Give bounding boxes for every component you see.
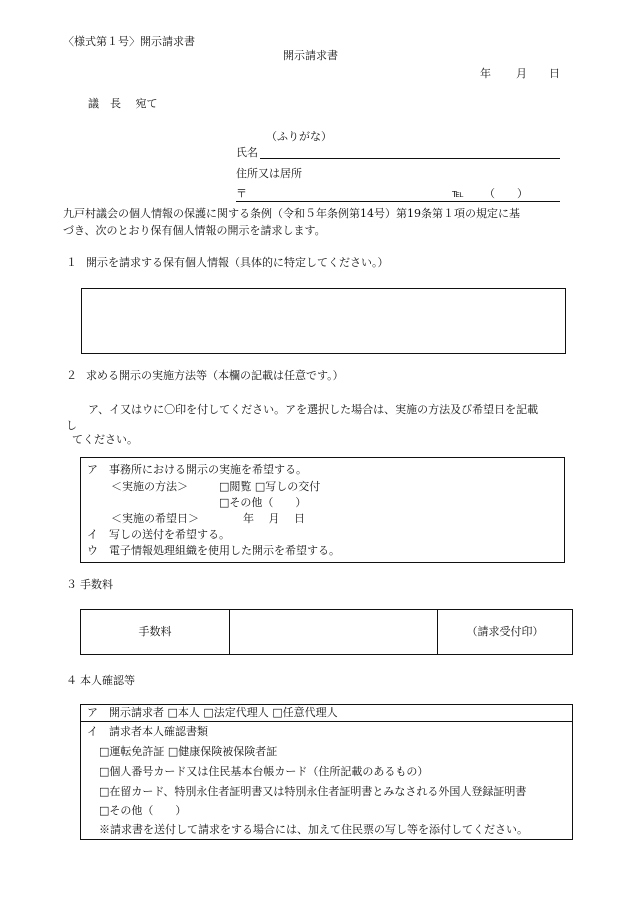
address-field-line[interactable] bbox=[236, 200, 560, 202]
option-c[interactable]: ウ 電子情報処理組織を使用した開示を希望する。 bbox=[87, 544, 340, 557]
section3-number: ３ bbox=[66, 578, 77, 591]
date-year: 年 bbox=[480, 67, 491, 80]
tel-label: ℡ bbox=[452, 187, 464, 200]
name-field-line[interactable] bbox=[260, 157, 560, 159]
requester-type-row[interactable]: ア 開示請求者 □本人 □法定代理人 □任意代理人 bbox=[81, 705, 572, 722]
id-doc-3[interactable]: □在留カード、特別永住者証明書又は特別永住者証明書とみなされる外国人登録証明書 bbox=[99, 785, 527, 798]
tel-paren: （ ） bbox=[484, 187, 528, 200]
id-doc-2[interactable]: □個人番号カード又は住民基本台帳カード（住所記載のあるもの） bbox=[99, 765, 429, 778]
method-label: ＜実施の方法＞ bbox=[111, 480, 188, 493]
intro-line-2: づき、次のとおり保有個人情報の開示を請求します。 bbox=[63, 224, 326, 237]
section3-title: 手数料 bbox=[80, 578, 113, 591]
id-note: ※請求書を送付して請求をする場合には、加えて住民票の写し等を添付してください。 bbox=[99, 823, 528, 836]
section2-title: 求める開示の実施方法等（本欄の記載は任意です。） bbox=[86, 369, 344, 382]
furigana-label: （ふりがな） bbox=[266, 130, 332, 143]
postal-mark: 〒 bbox=[236, 187, 247, 200]
option-a[interactable]: ア 事務所における開示の実施を希望する。 bbox=[87, 463, 307, 476]
wish-date-value[interactable]: 年 月 日 bbox=[243, 512, 305, 525]
stamp-cell bbox=[438, 610, 572, 654]
section1-title: 開示を請求する保有個人情報（具体的に特定してください。） bbox=[86, 256, 389, 269]
method-other[interactable]: □その他（ ） bbox=[219, 496, 307, 509]
date-month: 月 bbox=[516, 67, 527, 80]
fee-label: 手数料 bbox=[138, 624, 172, 638]
intro-line-1: 九戸村議会の個人情報の保護に関する条例（令和５年条例第14号）第19条第１項の規定に基 bbox=[63, 207, 520, 220]
form-number: 〈様式第１号〉開示請求書 bbox=[63, 35, 195, 48]
fee-label-cell bbox=[81, 610, 230, 654]
method-options[interactable]: □閲覧 □写しの交付 bbox=[219, 480, 321, 493]
section2-instruction-1: ア、イ又はウに〇印を付してください。アを選択した場合は、実施の方法及び希望日を記載 bbox=[88, 403, 539, 416]
stamp-label: （請求受付印） bbox=[466, 624, 544, 638]
section1-number: １ bbox=[66, 256, 77, 269]
identity-box bbox=[80, 704, 573, 840]
requested-info-box[interactable] bbox=[81, 288, 566, 354]
section2-instruction-2: し bbox=[66, 419, 77, 432]
addressee: 議 長 宛て bbox=[88, 97, 158, 110]
section4-title: 本人確認等 bbox=[80, 674, 135, 687]
disclosure-method-box bbox=[80, 457, 565, 563]
fee-table bbox=[80, 609, 573, 655]
wish-date-label: ＜実施の希望日＞ bbox=[111, 512, 199, 525]
section2-number: ２ bbox=[66, 369, 77, 382]
date-day: 日 bbox=[549, 67, 560, 80]
page-title: 開示請求書 bbox=[283, 49, 338, 62]
section4-number: ４ bbox=[66, 674, 77, 687]
name-label: 氏名 bbox=[236, 146, 258, 159]
option-b[interactable]: イ 写しの送付を希望する。 bbox=[87, 528, 230, 541]
address-label: 住所又は居所 bbox=[236, 167, 302, 180]
section2-instruction-3: てください。 bbox=[72, 433, 138, 446]
id-docs-title: イ 請求者本人確認書類 bbox=[87, 725, 208, 738]
id-doc-4[interactable]: □その他（ ） bbox=[99, 804, 187, 817]
fee-value-cell[interactable] bbox=[230, 610, 438, 654]
id-doc-1[interactable]: □運転免許証 □健康保険被保険者証 bbox=[99, 745, 278, 758]
